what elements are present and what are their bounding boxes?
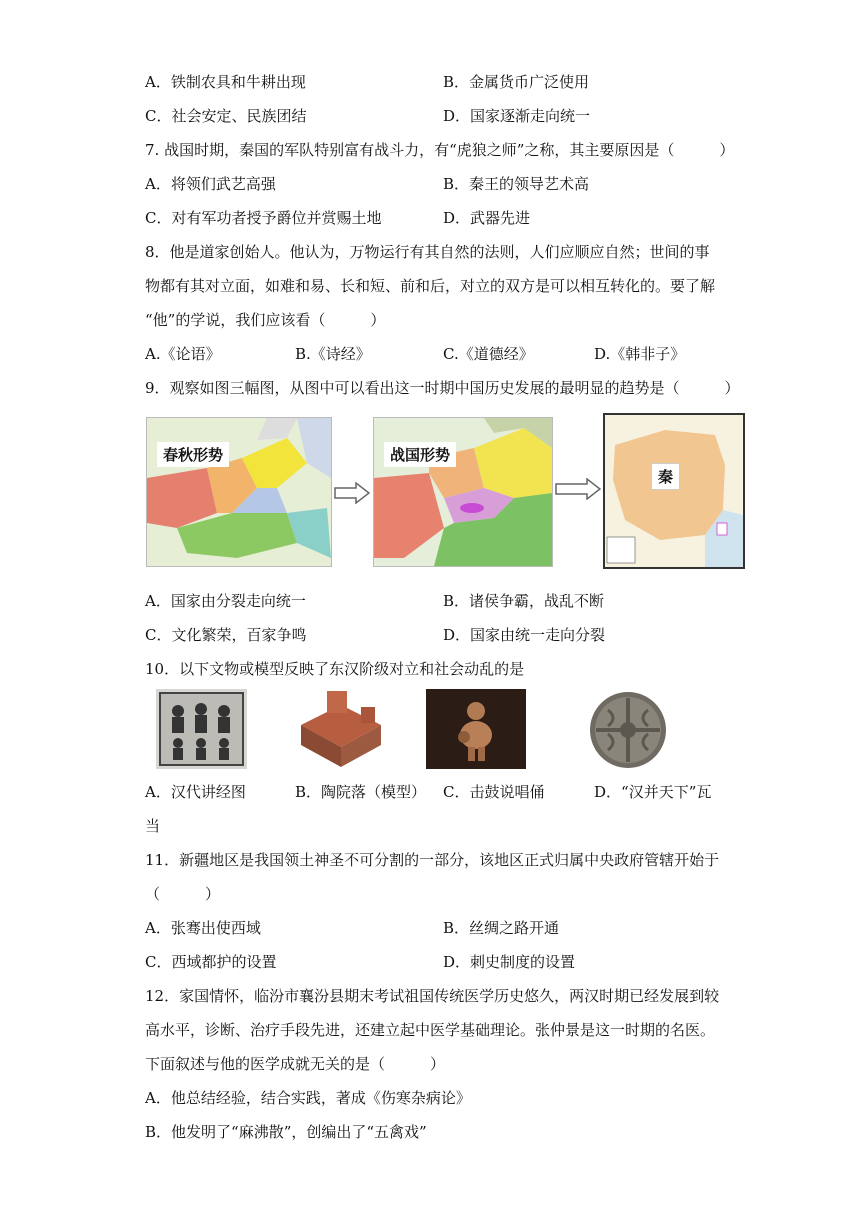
q7-option-c: C．对有军功者授予爵位并赏赐土地 xyxy=(145,209,382,227)
q8-stem-line3: “他”的学说，我们应该看（ ） xyxy=(145,311,386,329)
q8-option-b: B.《诗经》 xyxy=(295,345,371,363)
q7-stem: 7. 战国时期，秦国的军队特别富有战斗力，有“虎狼之师”之称，其主要原因是（ ） xyxy=(145,141,735,159)
q10-option-b: B．陶院落（模型） xyxy=(295,783,427,801)
q7-option-a: A．将领们武艺高强 xyxy=(145,175,276,193)
q6-option-b: B．金属货币广泛使用 xyxy=(443,73,590,91)
pottery-courtyard-image xyxy=(291,685,389,771)
q7-option-d: D．武器先进 xyxy=(443,209,531,227)
warring-states-map xyxy=(373,417,553,567)
q10-option-c: C．击鼓说唱俑 xyxy=(443,783,545,801)
qin-map-label: 秦 xyxy=(651,463,680,490)
q10-option-d-cont: 当 xyxy=(145,817,161,835)
q8-option-d: D.《韩非子》 xyxy=(594,345,686,363)
q12-option-b: B．他发明了“麻沸散”，创编出了“五禽戏” xyxy=(145,1123,427,1141)
q9-option-b: B．诸侯争霸，战乱不断 xyxy=(443,592,605,610)
qin-map xyxy=(603,413,745,569)
q12-stem-line3: 下面叙述与他的医学成就无关的是（ ） xyxy=(145,1055,446,1073)
q12-stem-line2: 高水平，诊断、治疗手段先进，还建立起中医学基础理论。张仲景是这一时期的名医。 xyxy=(145,1021,716,1039)
q10-option-d: D．“汉并天下”瓦 xyxy=(594,783,712,801)
han-lecture-image xyxy=(156,689,247,769)
spring-autumn-map xyxy=(146,417,332,567)
q11-stem-line2: （ ） xyxy=(145,885,221,903)
q11-option-d: D．刺史制度的设置 xyxy=(443,953,576,971)
q10-stem: 10．以下文物或模型反映了东汉阶级对立和社会动乱的是 xyxy=(145,660,525,678)
q12-stem-line1: 12．家国情怀，临汾市襄汾县期末考试祖国传统医学历史悠久，两汉时期已经发展到较 xyxy=(145,987,720,1005)
q6-option-c: C．社会安定、民族团结 xyxy=(145,107,307,125)
q8-stem-line1: 8．他是道家创始人。他认为，万物运行有其自然的法则，人们应顺应自然；世间的事 xyxy=(145,243,710,261)
q7-option-b: B．秦王的领导艺术高 xyxy=(443,175,590,193)
spring-autumn-map-label: 春秋形势 xyxy=(157,442,229,467)
arrow-right-icon xyxy=(334,482,370,504)
q9-stem: 9．观察如图三幅图，从图中可以看出这一时期中国历史发展的最明显的趋势是（ ） xyxy=(145,379,740,397)
warring-states-map-label: 战国形势 xyxy=(384,442,456,467)
q9-option-d: D．国家由统一走向分裂 xyxy=(443,626,606,644)
han-roof-tile-image xyxy=(583,690,673,770)
q8-stem-line2: 物都有其对立面，如难和易、长和短、前和后，对立的双方是可以相互转化的。要了解 xyxy=(145,277,716,295)
q11-option-b: B．丝绸之路开通 xyxy=(443,919,560,937)
q9-option-a: A．国家由分裂走向统一 xyxy=(145,592,306,610)
q8-option-c: C.《道德经》 xyxy=(443,345,534,363)
q10-option-a: A．汉代讲经图 xyxy=(145,783,246,801)
q11-stem-line1: 11．新疆地区是我国领土神圣不可分割的一部分，该地区正式归属中央政府管辖开始于 xyxy=(145,851,720,869)
drum-storyteller-image xyxy=(426,689,526,769)
q11-option-c: C．西域都护的设置 xyxy=(145,953,277,971)
q9-option-c: C．文化繁荣，百家争鸣 xyxy=(145,626,307,644)
q6-option-d: D．国家逐渐走向统一 xyxy=(443,107,591,125)
arrow-right-icon xyxy=(555,478,601,500)
q6-option-a: A．铁制农具和牛耕出现 xyxy=(145,73,306,91)
q11-option-a: A．张骞出使西域 xyxy=(145,919,261,937)
q12-option-a: A．他总结经验，结合实践，著成《伤寒杂病论》 xyxy=(145,1089,471,1107)
q8-option-a: A.《论语》 xyxy=(145,345,221,363)
